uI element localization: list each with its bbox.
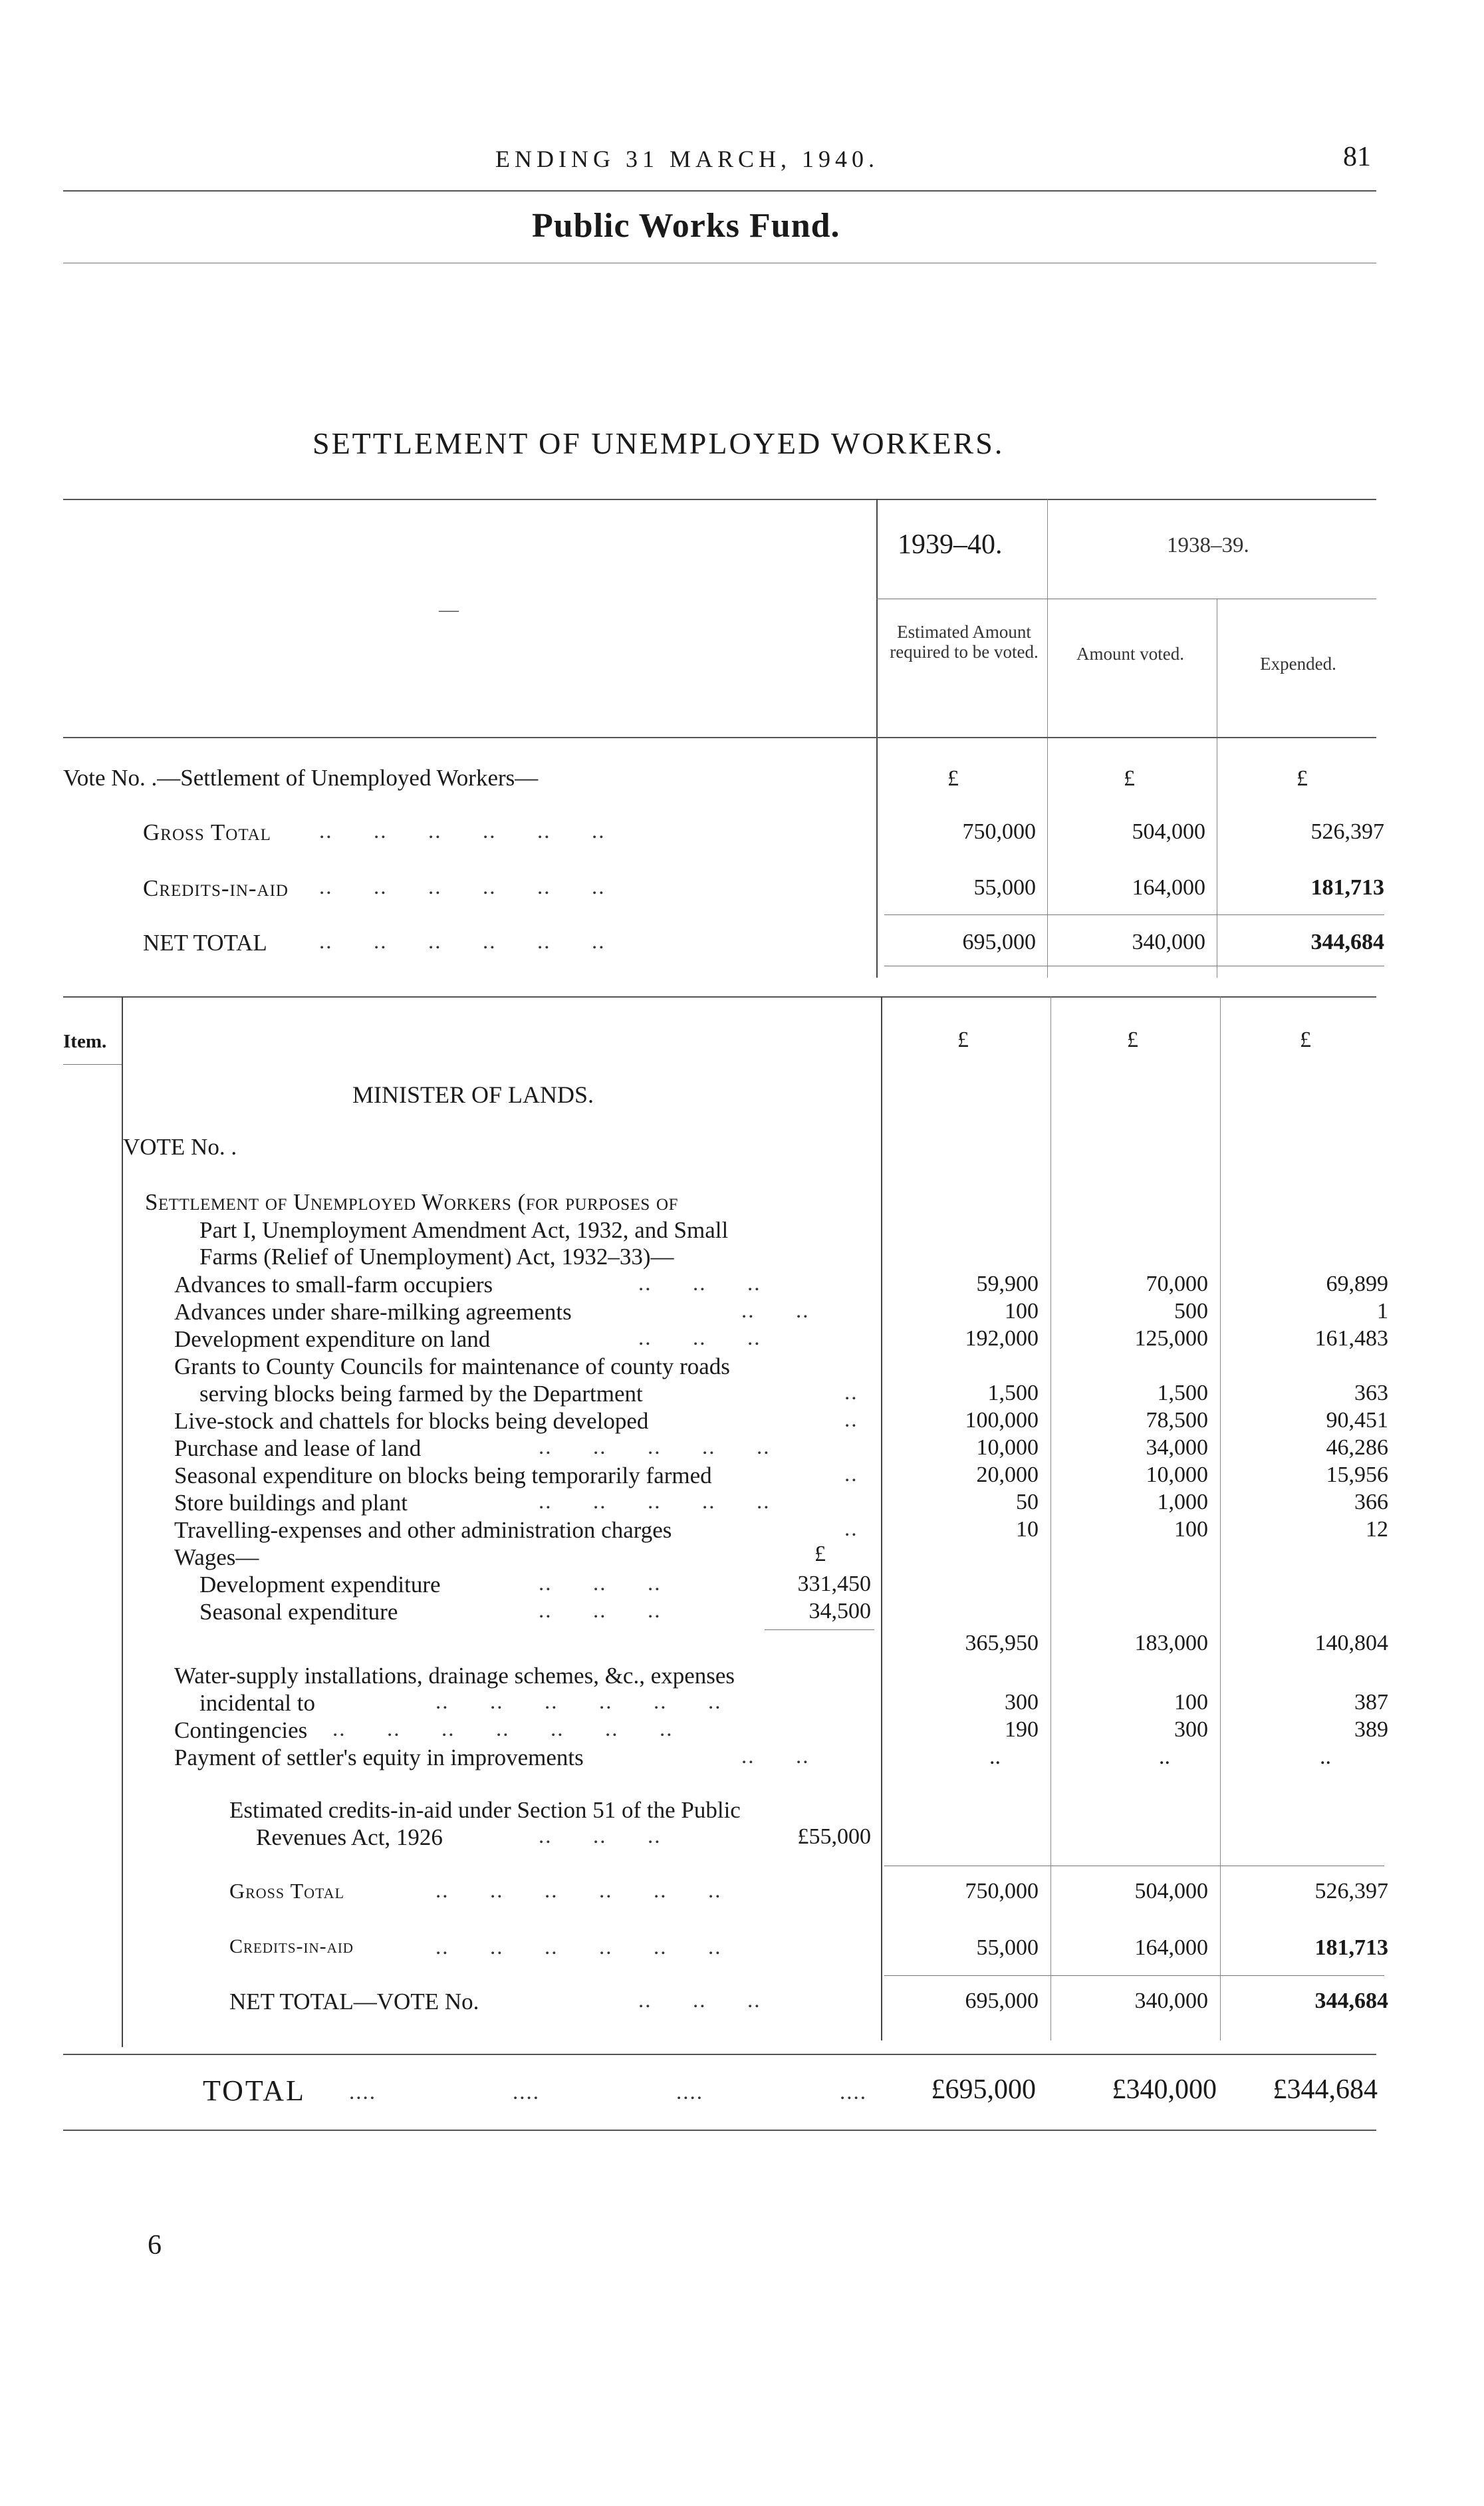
detail-currency-col3: £ (1300, 1028, 1311, 1052)
item-travelling: Travelling-expenses and other administration charges (174, 1517, 672, 1543)
grand-total-v3: £344,684 (1273, 2074, 1378, 2105)
wages-sum-rule (765, 1629, 874, 1630)
leader-dots: .. .. .. (638, 1272, 761, 1296)
item-v2: 10,000 (1146, 1462, 1208, 1487)
contingencies-v2: 300 (1174, 1717, 1208, 1742)
summary-gross-v2: 504,000 (1132, 819, 1205, 844)
contingencies-label: Contingencies (174, 1717, 308, 1743)
wages-v2: 183,000 (1134, 1631, 1208, 1655)
item-v2: 125,000 (1134, 1326, 1208, 1351)
wages-v3: 140,804 (1314, 1631, 1388, 1655)
item-v2: 1,000 (1157, 1490, 1208, 1514)
item-label-rule (63, 1064, 122, 1065)
item-purchase-lease: Purchase and lease of land (174, 1435, 422, 1461)
item-advances-small-farm: Advances to small-farm occupiers (174, 1272, 493, 1298)
summary-credits-v1: 55,000 (973, 875, 1036, 900)
item-livestock: Live-stock and chattels for blocks being developed (174, 1408, 649, 1434)
item-v1: 59,900 (976, 1272, 1039, 1296)
summary-net-label: NET TOTAL (143, 930, 267, 956)
equity-v2: .. (1159, 1744, 1170, 1769)
section-title: SETTLEMENT OF UNEMPLOYED WORKERS. (312, 426, 1005, 460)
credits-note-amount: £55,000 (797, 1824, 871, 1849)
detail-gross-label: Gross Total (229, 1879, 345, 1903)
table-top-rule (63, 499, 1376, 500)
leader-dots: .. .. .. .. .. .. (319, 930, 606, 954)
water-supply-label: Water-supply installations, drainage schemes, &c., expenses (174, 1663, 735, 1689)
summary-gross-label: Gross Total (143, 819, 271, 845)
wages-development-amount: 331,450 (797, 1572, 871, 1596)
leader-dots: .. .. (741, 1744, 810, 1768)
leader-dots: .. .. .. (539, 1572, 662, 1596)
item-v1: 50 (1016, 1490, 1039, 1514)
detail-credits-v3: 181,713 (1314, 1935, 1388, 1960)
col1-header: Estimated Amount required to be voted. (890, 622, 1039, 662)
detail-credits-v1: 55,000 (976, 1935, 1039, 1960)
grand-total-top-rule (63, 2054, 1376, 2055)
item-v1: 100,000 (965, 1408, 1039, 1433)
leader-dots: .. (844, 1462, 858, 1486)
detail-net-label: NET TOTAL—VOTE No. (229, 1989, 479, 2015)
item-v3: 46,286 (1326, 1435, 1388, 1460)
header-dash: — (439, 599, 459, 621)
wages-v1: 365,950 (965, 1631, 1039, 1655)
wages-seasonal-label: Seasonal expenditure (199, 1599, 398, 1625)
detail-heading-line3: Farms (Relief of Unemployment) Act, 1932–33)— (199, 1244, 674, 1270)
item-development-land: Development expenditure on land (174, 1326, 491, 1352)
leader-dots: .. .. .. (539, 1824, 662, 1848)
leader-dots: .. .. .. .. .. .. .. (332, 1717, 674, 1741)
detail-heading-line2: Part I, Unemployment Amendment Act, 1932, and Small (199, 1217, 729, 1243)
equity-v1: .. (989, 1744, 1001, 1769)
item-v3: 1 (1377, 1299, 1388, 1323)
signature-mark: 6 (148, 2230, 162, 2261)
grand-total-v2: £340,000 (1112, 2074, 1217, 2105)
leader-dots: .. .. .. .. .. .. (435, 1690, 722, 1714)
detail-currency-col1: £ (957, 1028, 969, 1052)
leader-dots: .. (844, 1517, 858, 1541)
leader-dots: .. .. .. (539, 1599, 662, 1623)
header-bottom-rule (63, 737, 1376, 738)
leader-dots: .. (844, 1408, 858, 1432)
col2-header: Amount voted. (1076, 644, 1184, 664)
item-v2: 1,500 (1157, 1381, 1208, 1405)
wages-development-label: Development expenditure (199, 1572, 441, 1598)
item-v2: 78,500 (1146, 1408, 1208, 1433)
leader-dots: .. .. (741, 1299, 810, 1323)
summary-sum-rule (884, 914, 1384, 915)
credits-note-line2: Revenues Act, 1926 (256, 1824, 443, 1850)
summary-net-v3: 344,684 (1310, 930, 1384, 954)
leader-dots: .. .. .. (638, 1989, 761, 2013)
water-v1: 300 (1005, 1690, 1039, 1715)
item-v1: 100 (1005, 1299, 1039, 1323)
col1-divider (876, 499, 878, 978)
item-v1: 192,000 (965, 1326, 1039, 1351)
grand-total-v1: £695,000 (931, 2074, 1036, 2105)
item-store-buildings: Store buildings and plant (174, 1490, 408, 1516)
water-v2: 100 (1174, 1690, 1208, 1715)
item-grants-county-cont: serving blocks being farmed by the Department (199, 1381, 643, 1407)
fund-title: Public Works Fund. (532, 207, 840, 245)
item-v3: 15,956 (1326, 1462, 1388, 1487)
header-rule (63, 190, 1376, 192)
detail-gross-v3: 526,397 (1314, 1879, 1388, 1903)
wages-currency: £ (814, 1542, 826, 1566)
detail-credits-v2: 164,000 (1134, 1935, 1208, 1960)
currency-col3: £ (1297, 766, 1308, 791)
item-v2: 34,000 (1146, 1435, 1208, 1460)
wages-seasonal-amount: 34,500 (808, 1599, 871, 1623)
item-share-milking: Advances under share-milking agreements (174, 1299, 572, 1325)
grand-total-label: TOTAL (203, 2074, 306, 2107)
currency-col1: £ (947, 766, 959, 791)
leader-dots: .. .. .. (638, 1326, 761, 1350)
item-v3: 12 (1366, 1517, 1388, 1542)
detail-gross-v1: 750,000 (965, 1879, 1039, 1903)
leader-dots: .. (844, 1381, 858, 1405)
summary-gross-v1: 750,000 (962, 819, 1036, 844)
detail-currency-col2: £ (1127, 1028, 1138, 1052)
detail-heading-line1: Settlement of Unemployed Workers (for purposes of (145, 1189, 678, 1215)
running-title: ENDING 31 MARCH, 1940. (495, 146, 879, 172)
summary-net-v2: 340,000 (1132, 930, 1205, 954)
summary-credits-v2: 164,000 (1132, 875, 1205, 900)
item-v3: 366 (1354, 1490, 1388, 1514)
item-v1: 10,000 (976, 1435, 1039, 1460)
detail-col3-divider (1220, 996, 1221, 2040)
vote-number: VOTE No. . (123, 1134, 237, 1160)
item-grants-county: Grants to County Councils for maintenance of county roads (174, 1353, 730, 1379)
detail-net-v2: 340,000 (1134, 1989, 1208, 2013)
item-v2: 100 (1174, 1517, 1208, 1542)
contingencies-v1: 190 (1005, 1717, 1039, 1742)
leader-dots: .. .. .. .. .. .. (319, 819, 606, 843)
item-v1: 20,000 (976, 1462, 1039, 1487)
summary-credits-v3: 181,713 (1310, 875, 1384, 900)
summary-gross-v3: 526,397 (1310, 819, 1384, 844)
detail-net-v1: 695,000 (965, 1989, 1039, 2013)
equity-v3: .. (1320, 1744, 1331, 1769)
summary-net-v1: 695,000 (962, 930, 1036, 954)
col3-header: Expended. (1260, 654, 1336, 674)
item-label: Item. (63, 1031, 107, 1052)
currency-col2: £ (1124, 766, 1135, 791)
credits-note-line1: Estimated credits-in-aid under Section 51 of the Public (229, 1797, 741, 1823)
detail-col1-divider (881, 996, 882, 2040)
grand-total-bottom-rule (63, 2130, 1376, 2131)
summary-credits-label: Credits-in-aid (143, 875, 289, 901)
item-v1: 1,500 (987, 1381, 1039, 1405)
item-v2: 500 (1174, 1299, 1208, 1323)
minister-heading: MINISTER OF LANDS. (352, 1081, 594, 1108)
detail-net-rule (884, 1975, 1384, 1976)
leader-dots: .... .... .... .... (349, 2080, 867, 2104)
water-v3: 387 (1354, 1690, 1388, 1715)
leader-dots: .. .. .. .. .. (539, 1490, 771, 1514)
item-v3: 69,899 (1326, 1272, 1388, 1296)
year-previous: 1938–39. (1167, 533, 1249, 557)
water-supply-label-cont: incidental to (199, 1690, 315, 1716)
year-current: 1939–40. (898, 529, 1003, 560)
page-number: 81 (1343, 142, 1371, 172)
leader-dots: .. .. .. .. .. .. (435, 1879, 722, 1903)
leader-dots: .. .. .. .. .. .. (435, 1935, 722, 1959)
wages-label: Wages— (174, 1544, 259, 1570)
item-v3: 363 (1354, 1381, 1388, 1405)
col2-divider (1047, 499, 1048, 978)
equity-label: Payment of settler's equity in improvements (174, 1744, 584, 1770)
detail-credits-label: Credits-in-aid (229, 1935, 354, 1957)
item-v3: 161,483 (1314, 1326, 1388, 1351)
detail-net-v3: 344,684 (1314, 1989, 1388, 2013)
item-seasonal-blocks: Seasonal expenditure on blocks being temporarily farmed (174, 1462, 712, 1488)
detail-top-rule (63, 996, 1376, 998)
item-v1: 10 (1016, 1517, 1039, 1542)
vote-label: Vote No. .—Settlement of Unemployed Workers— (63, 765, 539, 791)
contingencies-v3: 389 (1354, 1717, 1388, 1742)
leader-dots: .. .. .. .. .. .. (319, 875, 606, 899)
leader-dots: .. .. .. .. .. (539, 1435, 771, 1459)
item-v3: 90,451 (1326, 1408, 1388, 1433)
detail-gross-v2: 504,000 (1134, 1879, 1208, 1903)
item-v2: 70,000 (1146, 1272, 1208, 1296)
